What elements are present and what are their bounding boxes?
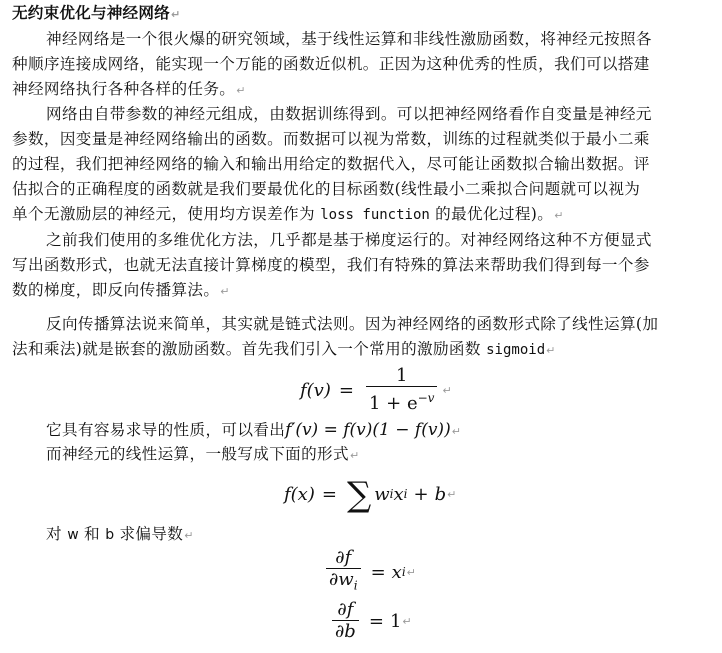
line-text: 法和乘法)就是嵌套的激励函数。首先我们引入一个常用的激励函数 — [12, 340, 487, 358]
paragraph-line — [12, 52, 650, 76]
paragraph-mark-icon: ↵ — [184, 529, 194, 542]
var-b: b — [105, 527, 115, 543]
fraction — [326, 548, 361, 597]
paragraph-mark-icon: ↵ — [554, 209, 564, 222]
var-w: w — [67, 527, 79, 543]
eq-equals: = — [370, 561, 386, 583]
line-text: 反向传播算法说来简单，其实就是链式法则。因为神经网络的函数形式除了线性运算(加 — [46, 315, 659, 333]
denominator-text: ∂w — [329, 569, 354, 590]
denominator — [366, 386, 437, 415]
linear-equation — [284, 474, 456, 514]
eq-lhs: f(x) — [284, 483, 315, 505]
line-text: 参数，因变量是神经网络输出的函数。而数据可以视为常数，训练的过程就类似于最小二乘 — [12, 130, 650, 148]
line-text: 它具有容易求导的性质，可以看出 — [46, 421, 286, 439]
paragraph-mark-icon: ↵ — [546, 344, 556, 357]
eq-rhs: 1 — [389, 611, 402, 632]
paragraph-mark-icon: ↵ — [442, 384, 452, 397]
paragraph-line — [46, 228, 652, 252]
paragraph-line — [46, 312, 658, 336]
paragraph-line — [12, 202, 564, 226]
line-text: 而神经元的线性运算，一般写成下面的形式 — [46, 445, 349, 463]
fraction — [332, 600, 359, 643]
derivative-line — [46, 418, 461, 442]
eq-lhs: f(v) — [300, 380, 331, 401]
line-text: 数的梯度，即反向传播算法。 — [12, 281, 220, 299]
subscript: i — [353, 578, 358, 593]
var-x: x — [393, 483, 404, 505]
eq-equals: = — [368, 611, 384, 632]
paragraph-line — [12, 278, 230, 302]
line-text: 的过程，我们把神经网络的输入和输出用给定的数据代入，尽可能让函数拟合输出数据。评 — [12, 155, 650, 173]
paragraph-line — [12, 152, 650, 176]
derivative-formula: f′(v) = f(v)(1 − f(v)) — [285, 420, 451, 440]
subscript: i — [389, 487, 394, 501]
subscript: i — [401, 565, 406, 580]
inline-code: sigmoid — [486, 342, 546, 358]
partial-b-equation — [328, 600, 412, 643]
line-text: 单个无激励层的神经元，使用均方误差作为 — [12, 205, 321, 223]
paragraph-mark-icon: ↵ — [220, 285, 230, 298]
paragraph-line — [12, 253, 650, 277]
line-text: 和 — [78, 525, 106, 543]
line-text: 的最优化过程)。 — [429, 205, 554, 223]
numerator: ∂f — [337, 599, 354, 620]
line-text: 写出函数形式，也就无法直接计算梯度的模型，我们有特殊的算法来帮助我们得到每一个参 — [12, 256, 650, 274]
eq-rhs: x — [391, 561, 402, 583]
paragraph-line — [12, 177, 640, 201]
eq-equals: = — [321, 483, 337, 505]
line-text: 神经网络是一个很火爆的研究领域，基于线性运算和非线性激励函数，将神经元按照各 — [46, 30, 652, 48]
plus: + — [413, 483, 429, 505]
subscript: i — [403, 487, 408, 501]
paragraph-mark-icon: ↵ — [451, 425, 462, 438]
denominator — [326, 568, 361, 597]
paragraph-mark-icon: ↵ — [406, 565, 416, 579]
partial-w-equation — [322, 548, 416, 597]
paragraph-line — [12, 127, 650, 151]
line-text: 对 — [46, 525, 68, 543]
numerator: 1 — [396, 365, 408, 386]
line-text: 之前我们使用的多维优化方法，几乎都是基于梯度运行的。对神经网络这种不方便显式 — [46, 231, 652, 249]
document-title — [12, 1, 180, 25]
sigmoid-equation — [300, 366, 452, 415]
line-text: 种顺序连接成网络，能实现一个万能的函数近似机。正因为这种优秀的性质，我们可以搭建 — [12, 55, 650, 73]
line-text: 神经网络执行各种各样的任务。 — [12, 80, 236, 98]
summation-icon: ∑ — [346, 475, 372, 515]
paragraph-mark-icon: ↵ — [447, 487, 457, 501]
paragraph-mark-icon: ↵ — [349, 449, 360, 462]
fraction — [366, 366, 437, 415]
eq-equals: = — [338, 380, 354, 401]
inline-code: loss function — [320, 207, 430, 223]
denominator-base: 1 + e — [368, 393, 418, 414]
denominator: ∂b — [332, 620, 359, 643]
title-text: 无约束优化与神经网络 — [12, 3, 170, 22]
paragraph-mark-icon: ↵ — [170, 8, 181, 21]
line-text: 估拟合的正确程度的函数就是我们要最优化的目标函数(线性最小二乘拟合问题就可以视为 — [12, 180, 641, 198]
numerator: ∂f — [335, 547, 352, 568]
paragraph-mark-icon: ↵ — [402, 615, 412, 628]
exponent: −v — [417, 391, 435, 405]
paragraph-line — [46, 102, 652, 126]
paragraph-line — [12, 77, 246, 101]
line-text: 求偏导数 — [114, 525, 184, 543]
paragraph-line — [12, 337, 556, 361]
paragraph-mark-icon: ↵ — [236, 84, 246, 97]
paragraph-line — [46, 27, 652, 51]
var-b: b — [434, 483, 447, 505]
line-text: 网络由自带参数的神经元组成，由数据训练得到。可以把神经网络看作自变量是神经元 — [46, 105, 652, 123]
partial-intro-line — [46, 522, 194, 546]
paragraph-line — [46, 442, 360, 466]
var-w: w — [374, 483, 390, 505]
